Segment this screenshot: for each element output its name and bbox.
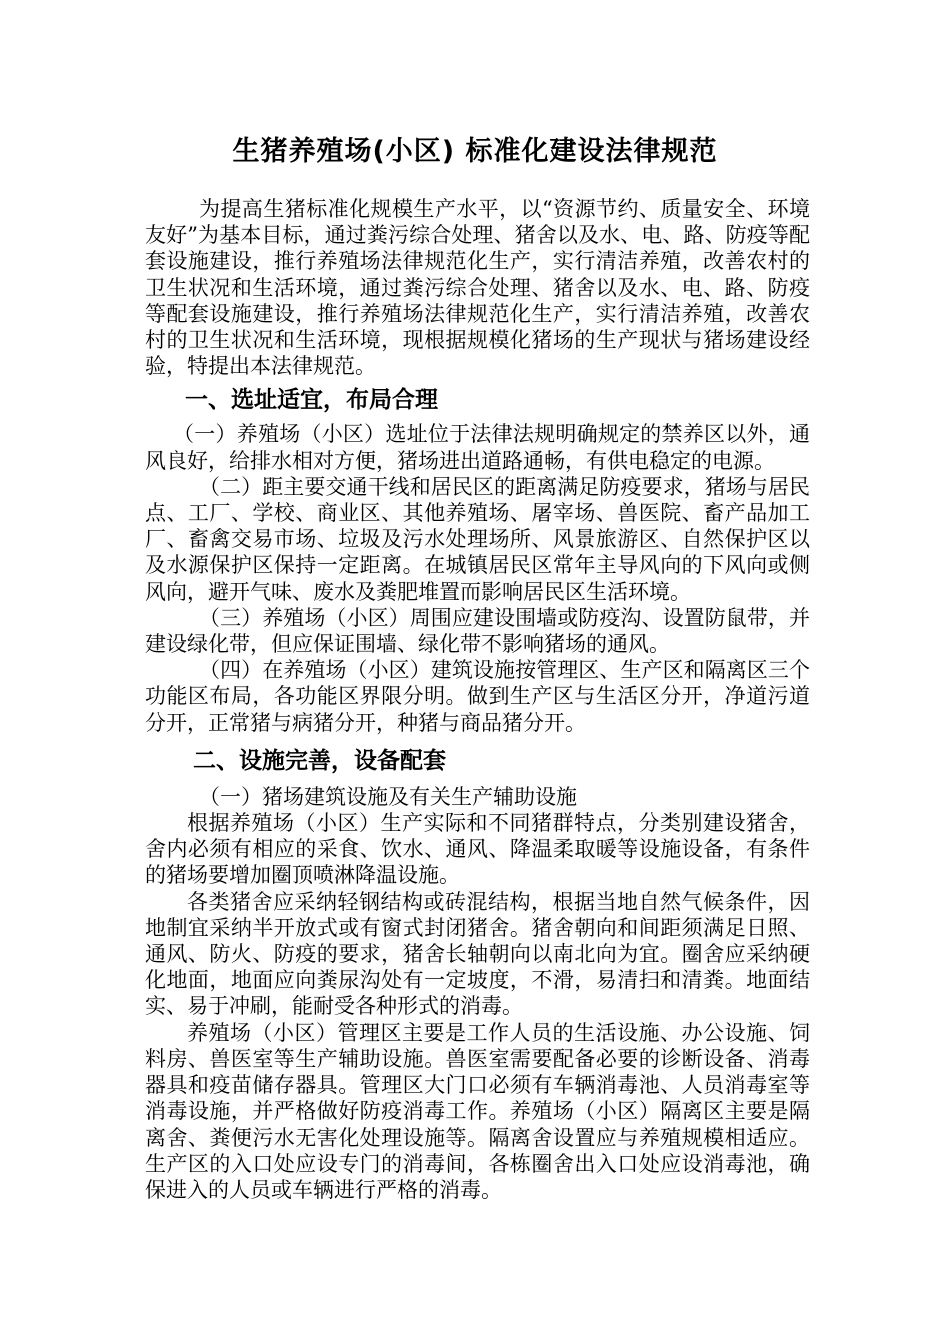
section-1-paragraph-1: （一）养殖场（小区）选址位于法律法规明确规定的禁养区以外，通风良好，给排水相对方便，猪场进出道路通畅，有供电稳定的电源。 — [145, 422, 810, 473]
section-2-paragraph-3: 养殖场（小区）管理区主要是工作人员的生活设施、办公设施、饲料房、兽医室等生产辅助设施。兽医室需要配备必要的诊断设备、消毒器具和疫苗储存器具。管理区大门口必须有车辆消毒池、人员消毒室等消毒设施，并严格做好防疫消毒工作。养殖场（小区）隔离区主要是隔离舍、粪便污水无害化处理设施等。隔离舍设置应与养殖规模相适应。生产区的入口处应设专门的消毒间，各栋圈舍出入口处应设消毒池，确保进入的人员或车辆进行严格的消毒。 — [145, 1020, 810, 1202]
section-2-paragraph-1: 根据养殖场（小区）生产实际和不同猪群特点，分类别建设猪舍，舍内必须有相应的采食、饮水、通风、降温柔取暖等设施设备，有条件的猪场要增加圈顶喷淋降温设施。 — [145, 811, 810, 888]
section-2-paragraph-2: 各类猪舍应采纳轻钢结构或砖混结构，根据当地自然气候条件，因地制宜采纳半开放式或有窗式封闭猪舍。猪舍朝向和间距须满足日照、通风、防火、防疫的要求，猪舍长轴朝向以南北向为宜。圈舍应采纳硬化地面，地面应向粪尿沟处有一定坡度，不滑，易清扫和清粪。地面结实、易于冲刷，能耐受各种形式的消毒。 — [145, 889, 810, 1019]
section-1-heading: 一、选址适宜，布局合理 — [185, 387, 438, 414]
section-2-heading: 二、设施完善，设备配套 — [193, 747, 446, 774]
document-body — [145, 196, 810, 1203]
section-1-paragraph-4: （四）在养殖场（小区）建筑设施按管理区、生产区和隔离区三个功能区布局，各功能区界限分明。做到生产区与生活区分开，净道污道分开，正常猪与病猪分开，种猪与商品猪分开。 — [145, 658, 810, 735]
document-title: 生猪养殖场(小区) 标准化建设法律规范 — [232, 136, 718, 167]
section-1-paragraph-2: （二）距主要交通干线和居民区的距离满足防疫要求，猪场与居民点、工厂、学校、商业区、其他养殖场、屠宰场、兽医院、畜产品加工厂、畜禽交易市场、垃圾及污水处理场所、风景旅游区、自然保护区以及水源保护区保持一定距离。在城镇居民区常年主导风向的下风向或侧风向，避开气味、废水及粪肥堆置而影响居民区生活环境。 — [145, 474, 810, 604]
section-2-subheading-1: （一）猪场建筑设施及有关生产辅助设施 — [199, 784, 577, 809]
section-1-paragraph-3: （三）养殖场（小区）周围应建设围墙或防疫沟、设置防鼠带，并建设绿化带，但应保证围墙、绿化带不影响猪场的通风。 — [145, 605, 810, 657]
intro-paragraph: 为提高生猪标准化规模生产水平，以“资源节约、质量安全、环境友好”为基本目标，通过粪污综合处理、猪舍以及水、电、路、防疫等配套设施建设，推行养殖场法律规范化生产，实行清洁养殖，改善农村的卫生状况和生活环境，通过粪污综合处理、猪舍以及水、电、路、防疫等配套设施建设，推行养殖场法律规范化生产，实行清洁养殖，改善农村的卫生状况和生活环境，现根据规模化猪场的生产现状与猪场建设经验，特提出本法律规范。 — [145, 197, 810, 379]
